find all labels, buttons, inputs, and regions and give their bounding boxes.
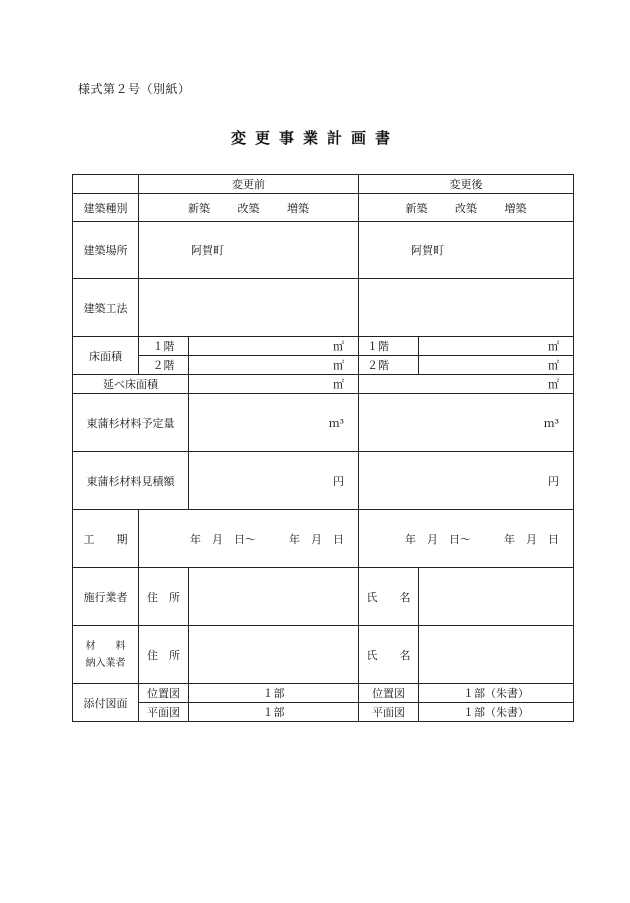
drawings-label: 添付図面 [73, 684, 139, 722]
site-row [73, 222, 574, 279]
period-row [73, 510, 574, 568]
option-new[interactable]: 新築 [188, 201, 210, 215]
cedar-cost-row [73, 452, 574, 510]
drawings-floor-plan-row [73, 703, 574, 722]
supplier-row [73, 626, 574, 684]
floor2-unit-after[interactable]: ㎡ [419, 356, 574, 375]
method-before[interactable] [139, 279, 359, 337]
contractor-address-value[interactable] [189, 568, 359, 626]
floor1-unit-after[interactable]: ㎡ [419, 337, 574, 356]
total-floor-area-row [73, 375, 574, 394]
option-new[interactable]: 新築 [405, 201, 428, 215]
period-label: 工 期 [73, 510, 139, 568]
table-header-row [73, 175, 574, 194]
method-after[interactable] [359, 279, 574, 337]
option-extension[interactable]: 増築 [504, 201, 527, 215]
site-before[interactable]: 阿賀町 [139, 222, 359, 279]
period-before[interactable]: 年 月 日～ 年 月 日 [139, 510, 359, 568]
supplier-name-label: 氏 名 [359, 626, 419, 684]
site-plan-copies-after: １部（朱書） [419, 684, 574, 703]
floor1-row [73, 337, 574, 356]
col-header-after: 変更後 [359, 175, 574, 194]
cedar-cost-label: 東蒲杉材料見積額 [73, 452, 189, 510]
cedar-volume-before[interactable]: ｍ³ [189, 394, 359, 452]
document-title: 変更事業計画書 [230, 129, 399, 147]
header-blank-cell [73, 175, 139, 194]
col-header-before: 変更前 [139, 175, 359, 194]
floor-plan-label-before: 平面図 [139, 703, 189, 722]
floor2-label-before: ２階 [139, 356, 189, 375]
contractor-row [73, 568, 574, 626]
supplier-address-value[interactable] [189, 626, 359, 684]
building-type-after[interactable] [359, 194, 574, 222]
option-rebuild[interactable]: 改築 [237, 201, 260, 215]
floor1-label-after: １階 [359, 337, 419, 356]
floor-area-label: 床面積 [73, 337, 139, 375]
contractor-address-label: 住 所 [139, 568, 189, 626]
cedar-volume-row [73, 394, 574, 452]
floor2-row [73, 356, 574, 375]
option-extension[interactable]: 増築 [287, 201, 309, 215]
supplier-address-label: 住 所 [139, 626, 189, 684]
floor2-unit-before[interactable]: ㎡ [189, 356, 359, 375]
floor-plan-copies-after: １部（朱書） [419, 703, 574, 722]
cedar-volume-after[interactable]: ｍ³ [359, 394, 574, 452]
site-plan-copies-before: １部 [189, 684, 359, 703]
site-plan-label-before: 位置図 [139, 684, 189, 703]
drawings-site-plan-row [73, 684, 574, 703]
method-label: 建築工法 [73, 279, 139, 337]
floor-plan-copies-before: １部 [189, 703, 359, 722]
cedar-cost-after[interactable]: 円 [359, 452, 574, 510]
site-after[interactable]: 阿賀町 [359, 222, 574, 279]
period-after[interactable]: 年 月 日～ 年 月 日 [359, 510, 574, 568]
contractor-name-value[interactable] [419, 568, 574, 626]
form-number: 様式第２号（別紙） [78, 82, 191, 96]
total-floor-area-label: 延べ床面積 [73, 375, 189, 394]
method-row [73, 279, 574, 337]
option-rebuild[interactable]: 改築 [455, 201, 477, 215]
floor1-label-before: １階 [139, 337, 189, 356]
supplier-name-value[interactable] [419, 626, 574, 684]
floor1-unit-before[interactable]: ㎡ [189, 337, 359, 356]
floor-plan-label-after: 平面図 [359, 703, 419, 722]
supplier-label [73, 626, 139, 684]
supplier-label-line1: 材 料 [85, 640, 126, 652]
total-floor-area-after[interactable]: ㎡ [359, 375, 574, 394]
total-floor-area-before[interactable]: ㎡ [189, 375, 359, 394]
site-label: 建築場所 [73, 222, 139, 279]
site-plan-label-after: 位置図 [359, 684, 419, 703]
floor2-label-after: ２階 [359, 356, 419, 375]
building-type-label: 建築種別 [73, 194, 139, 222]
plan-change-table [72, 174, 574, 722]
building-type-before[interactable] [139, 194, 359, 222]
building-type-row [73, 194, 574, 222]
contractor-label: 施行業者 [73, 568, 139, 626]
cedar-volume-label: 東蒲杉材料予定量 [73, 394, 189, 452]
cedar-cost-before[interactable]: 円 [189, 452, 359, 510]
supplier-label-line2: 納入業者 [85, 657, 126, 669]
contractor-name-label: 氏 名 [359, 568, 419, 626]
